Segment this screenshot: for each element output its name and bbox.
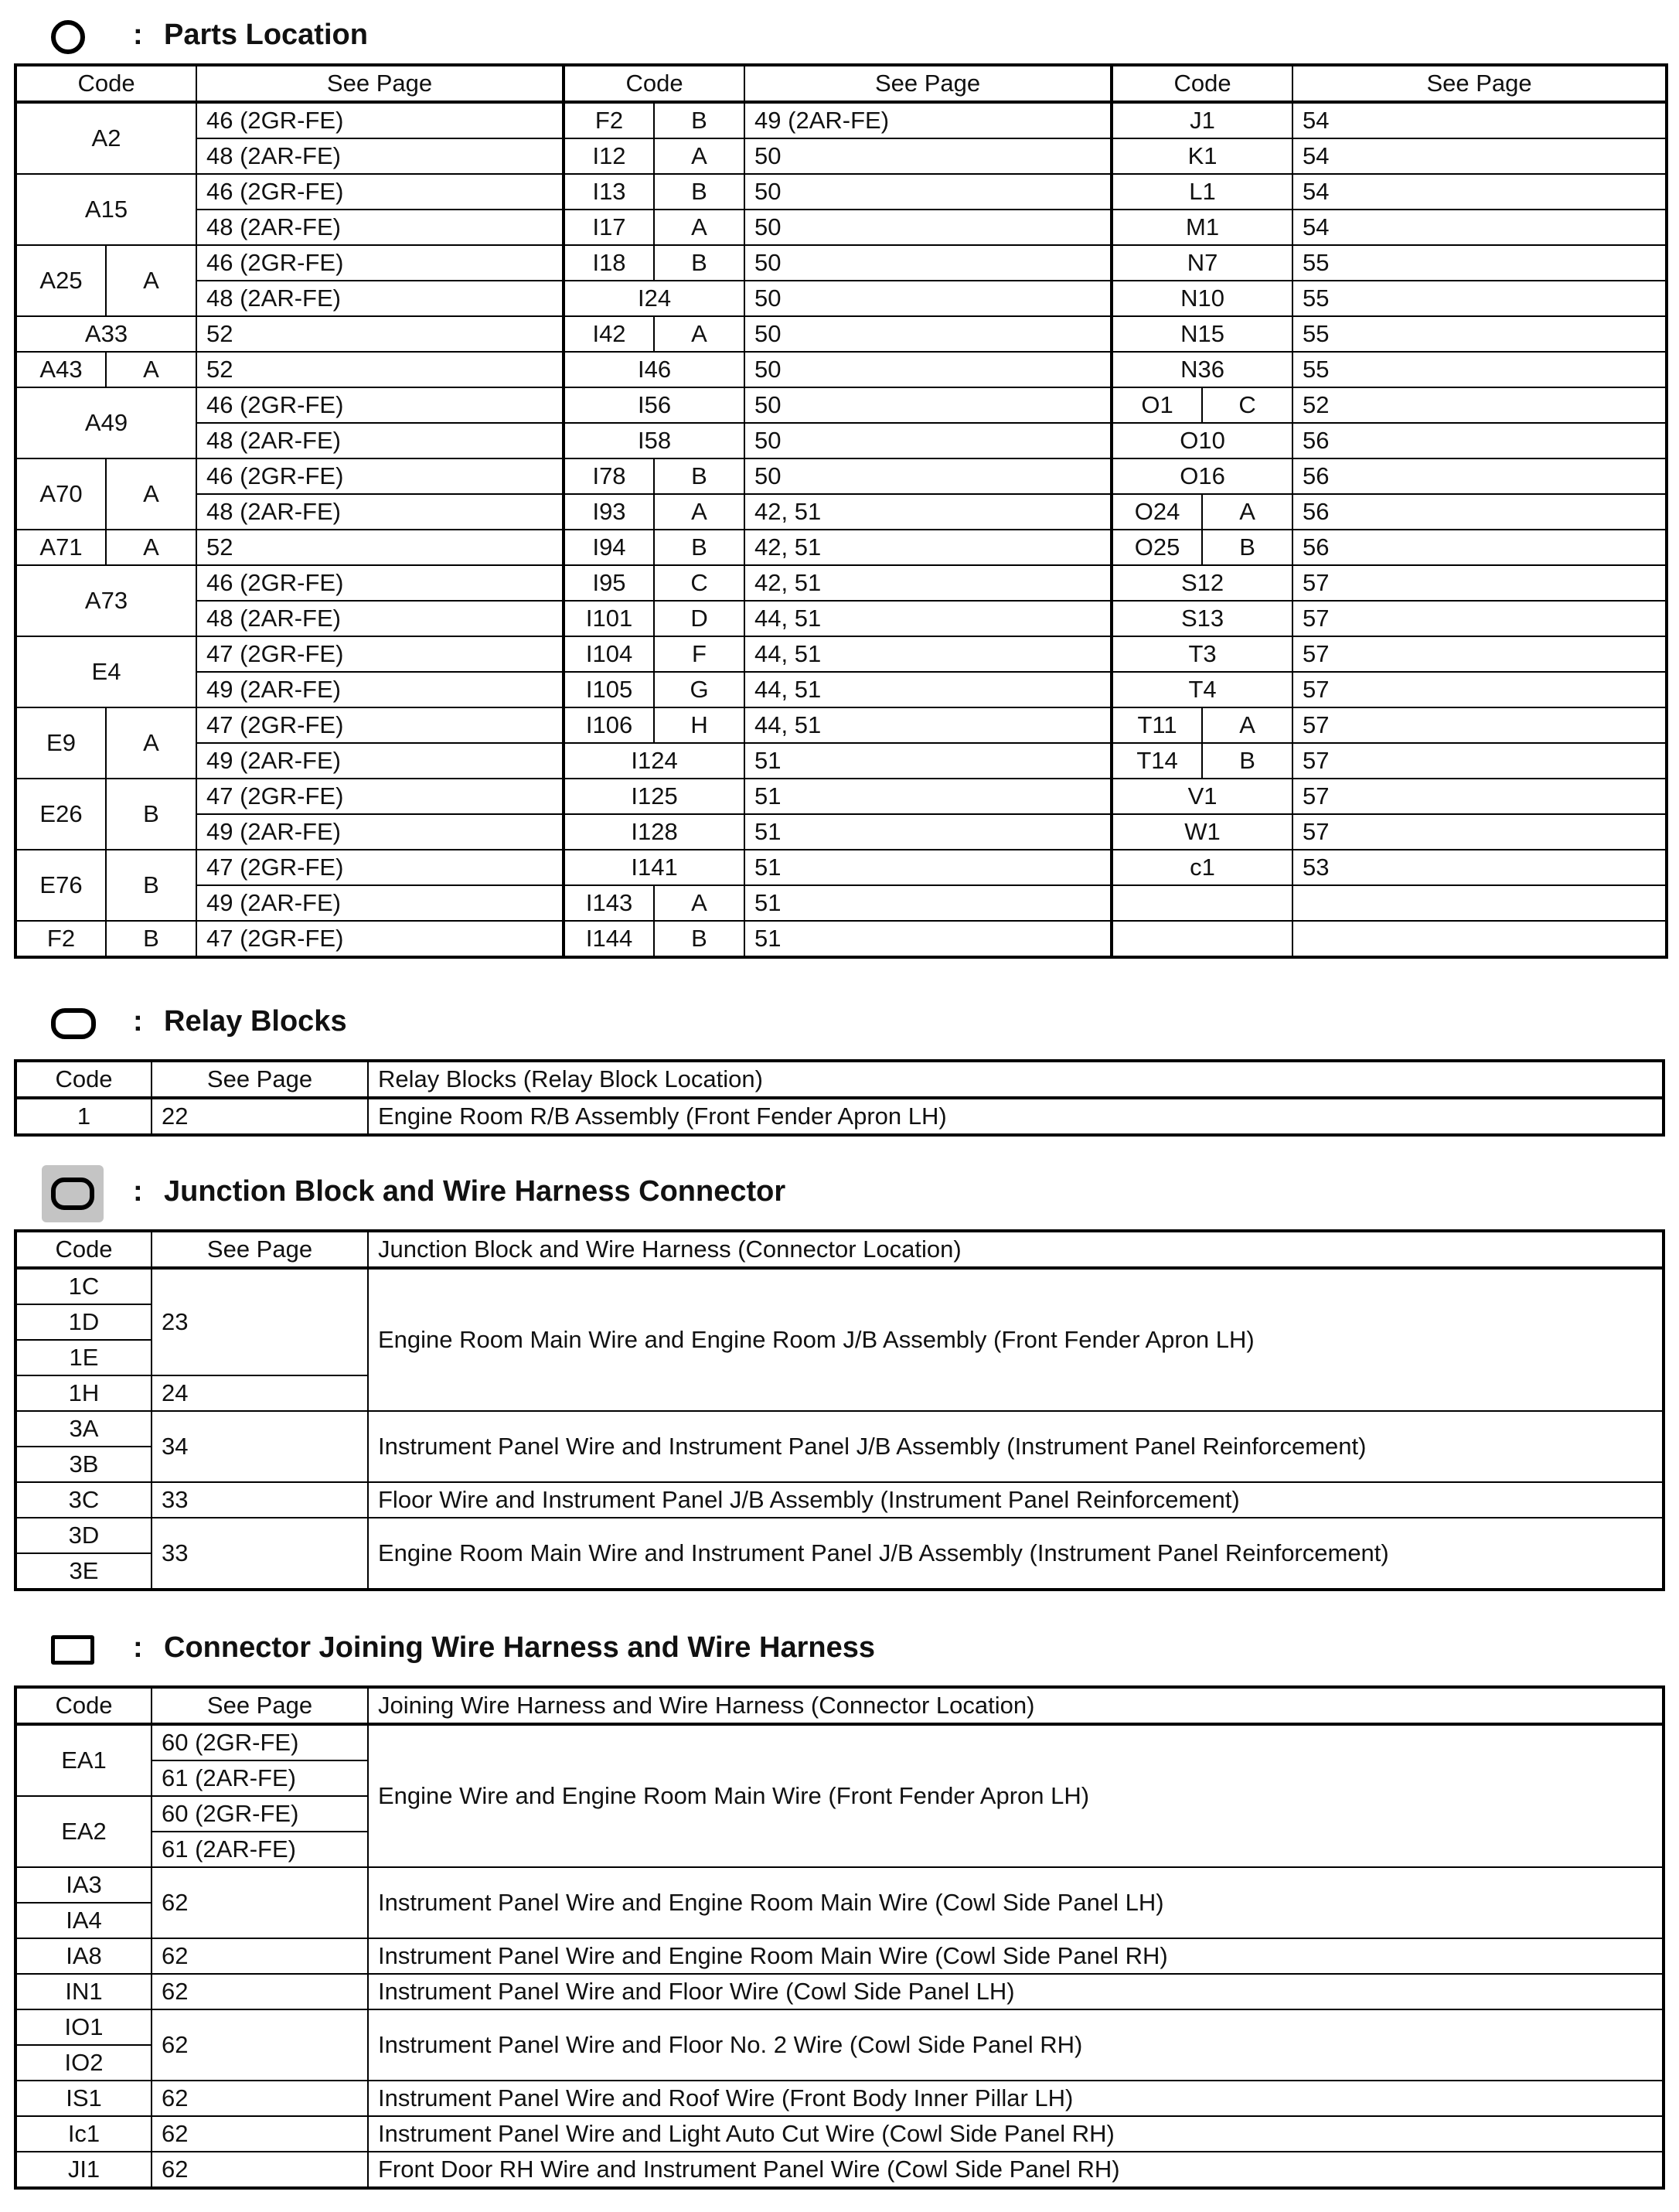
parts-table-body bbox=[15, 102, 1667, 957]
code-cell: I95 bbox=[564, 565, 654, 601]
code-cell: T4 bbox=[1112, 672, 1292, 707]
page-cell: 47 (2GR-FE) bbox=[196, 850, 564, 885]
page-cell: 46 (2GR-FE) bbox=[196, 565, 564, 601]
table-row bbox=[15, 885, 1667, 921]
page-cell: 56 bbox=[1292, 494, 1667, 530]
code-cell: I125 bbox=[564, 779, 744, 814]
page-cell: 24 bbox=[152, 1375, 368, 1411]
table-row bbox=[15, 1867, 1664, 1903]
code-cell: I42 bbox=[564, 316, 654, 352]
page-cell: 53 bbox=[1292, 850, 1667, 885]
page-cell: 51 bbox=[744, 921, 1112, 957]
code-cell: A33 bbox=[15, 316, 196, 352]
table-row bbox=[15, 423, 1667, 458]
code-cell: Ic1 bbox=[15, 2116, 152, 2152]
code-cell: IA4 bbox=[15, 1903, 152, 1938]
table-row bbox=[15, 352, 1667, 387]
code-cell: A15 bbox=[15, 174, 196, 245]
page-cell: 52 bbox=[196, 530, 564, 565]
parts-header-row bbox=[15, 65, 1667, 102]
page-cell: 47 (2GR-FE) bbox=[196, 636, 564, 672]
table-row bbox=[15, 174, 1667, 210]
code-cell: I12 bbox=[564, 138, 654, 174]
page-cell: 49 (2AR-FE) bbox=[196, 672, 564, 707]
table-row bbox=[15, 850, 1667, 885]
table-row bbox=[15, 245, 1667, 281]
table-row bbox=[15, 743, 1667, 779]
description-cell: Engine Room Main Wire and Engine Room J/B Assembly (Front Fender Apron LH) bbox=[368, 1268, 1664, 1411]
column-header: See Page bbox=[152, 1231, 368, 1268]
code-suffix-cell: C bbox=[654, 565, 744, 601]
page-cell: 51 bbox=[744, 850, 1112, 885]
code-cell: JI1 bbox=[15, 2152, 152, 2188]
code-cell: 1 bbox=[15, 1098, 152, 1135]
page-cell: 60 (2GR-FE) bbox=[152, 1724, 368, 1760]
description-cell: Instrument Panel Wire and Floor Wire (Cowl Side Panel LH) bbox=[368, 1974, 1664, 2009]
table-row bbox=[15, 921, 1667, 957]
code-cell: 3E bbox=[15, 1553, 152, 1590]
page-cell: 62 bbox=[152, 2152, 368, 2188]
description-cell: Front Door RH Wire and Instrument Panel Wire (Cowl Side Panel RH) bbox=[368, 2152, 1664, 2188]
rounded-rect-symbol-icon bbox=[51, 1008, 96, 1039]
page-cell: 55 bbox=[1292, 316, 1667, 352]
code-cell: J1 bbox=[1112, 102, 1292, 138]
code-suffix-cell: G bbox=[654, 672, 744, 707]
code-cell: K1 bbox=[1112, 138, 1292, 174]
code-suffix-cell: B bbox=[654, 458, 744, 494]
table-row bbox=[15, 1938, 1664, 1974]
column-header: Relay Blocks (Relay Block Location) bbox=[368, 1061, 1664, 1098]
page-cell: 50 bbox=[744, 387, 1112, 423]
table-row bbox=[15, 138, 1667, 174]
junction-block-table bbox=[14, 1229, 1665, 1591]
page-cell: 46 (2GR-FE) bbox=[196, 245, 564, 281]
code-suffix-cell: B bbox=[106, 779, 196, 850]
code-cell: F2 bbox=[564, 102, 654, 138]
code-suffix-cell: F bbox=[654, 636, 744, 672]
page-cell: 50 bbox=[744, 352, 1112, 387]
page-cell: 48 (2AR-FE) bbox=[196, 601, 564, 636]
page-cell: 44, 51 bbox=[744, 672, 1112, 707]
page-cell: 60 (2GR-FE) bbox=[152, 1796, 368, 1832]
page-cell: 48 (2AR-FE) bbox=[196, 281, 564, 316]
circle-symbol-icon bbox=[51, 20, 85, 54]
table-row bbox=[15, 2081, 1664, 2116]
code-suffix-cell: A bbox=[654, 210, 744, 245]
page-cell: 48 (2AR-FE) bbox=[196, 210, 564, 245]
code-suffix-cell: H bbox=[654, 707, 744, 743]
page-cell: 52 bbox=[196, 316, 564, 352]
code-cell: A70 bbox=[15, 458, 106, 530]
table-row bbox=[15, 1724, 1664, 1760]
page-cell: 54 bbox=[1292, 102, 1667, 138]
table-row bbox=[15, 636, 1667, 672]
code-cell: O16 bbox=[1112, 458, 1292, 494]
code-cell: O1 bbox=[1112, 387, 1202, 423]
column-header: Code bbox=[15, 1687, 152, 1724]
code-cell: EA1 bbox=[15, 1724, 152, 1796]
code-cell: A49 bbox=[15, 387, 196, 458]
code-cell: I56 bbox=[564, 387, 744, 423]
code-cell: 1D bbox=[15, 1304, 152, 1340]
page-cell: 46 (2GR-FE) bbox=[196, 458, 564, 494]
page-cell: 57 bbox=[1292, 779, 1667, 814]
page-cell: 50 bbox=[744, 423, 1112, 458]
code-cell: T14 bbox=[1112, 743, 1202, 779]
table-row bbox=[15, 1518, 1664, 1553]
description-cell: Floor Wire and Instrument Panel J/B Assembly (Instrument Panel Reinforcement) bbox=[368, 1482, 1664, 1518]
code-cell: I46 bbox=[564, 352, 744, 387]
code-suffix-cell: B bbox=[106, 850, 196, 921]
code-suffix-cell: A bbox=[654, 138, 744, 174]
shaded-rounded-rect-symbol-icon bbox=[51, 1178, 94, 1210]
description-cell: Engine Wire and Engine Room Main Wire (Front Fender Apron LH) bbox=[368, 1724, 1664, 1867]
page-cell: 57 bbox=[1292, 565, 1667, 601]
code-suffix-cell: A bbox=[106, 707, 196, 779]
code-cell: M1 bbox=[1112, 210, 1292, 245]
table-row bbox=[15, 1098, 1664, 1135]
page-cell: 54 bbox=[1292, 174, 1667, 210]
page-cell: 46 (2GR-FE) bbox=[196, 102, 564, 138]
page-cell: 50 bbox=[744, 245, 1112, 281]
code-cell: IA3 bbox=[15, 1867, 152, 1903]
code-cell: A71 bbox=[15, 530, 106, 565]
page-cell: 55 bbox=[1292, 352, 1667, 387]
code-cell: I17 bbox=[564, 210, 654, 245]
page-cell: 47 (2GR-FE) bbox=[196, 921, 564, 957]
page-cell: 34 bbox=[152, 1411, 368, 1482]
page-cell: 47 (2GR-FE) bbox=[196, 707, 564, 743]
description-cell: Instrument Panel Wire and Engine Room Main Wire (Cowl Side Panel RH) bbox=[368, 1938, 1664, 1974]
code-cell: S12 bbox=[1112, 565, 1292, 601]
table-row bbox=[15, 2152, 1664, 2188]
page-cell: 62 bbox=[152, 1938, 368, 1974]
code-cell: I78 bbox=[564, 458, 654, 494]
description-cell: Instrument Panel Wire and Instrument Panel J/B Assembly (Instrument Panel Reinforcement) bbox=[368, 1411, 1664, 1482]
description-cell: Engine Room Main Wire and Instrument Panel J/B Assembly (Instrument Panel Reinforcement) bbox=[368, 1518, 1664, 1590]
column-header: See Page bbox=[744, 65, 1112, 102]
code-cell: A2 bbox=[15, 102, 196, 174]
table-row bbox=[15, 281, 1667, 316]
page-cell: 62 bbox=[152, 1867, 368, 1938]
junction-block-title: : Junction Block and Wire Harness Connector bbox=[133, 1175, 786, 1208]
page-cell: 57 bbox=[1292, 814, 1667, 850]
code-cell bbox=[1112, 921, 1292, 957]
relay-blocks-title: : Relay Blocks bbox=[133, 1005, 347, 1038]
page-cell: 42, 51 bbox=[744, 530, 1112, 565]
column-header: See Page bbox=[196, 65, 564, 102]
code-cell: A73 bbox=[15, 565, 196, 636]
page-cell: 49 (2AR-FE) bbox=[744, 102, 1112, 138]
page-cell: 57 bbox=[1292, 743, 1667, 779]
code-cell: T3 bbox=[1112, 636, 1292, 672]
code-suffix-cell: B bbox=[654, 174, 744, 210]
code-suffix-cell: B bbox=[654, 102, 744, 138]
code-cell: 3D bbox=[15, 1518, 152, 1553]
page-cell: 62 bbox=[152, 2009, 368, 2081]
table-row bbox=[15, 814, 1667, 850]
code-suffix-cell: C bbox=[1202, 387, 1292, 423]
shaded-symbol-background bbox=[42, 1165, 104, 1222]
code-cell: V1 bbox=[1112, 779, 1292, 814]
parts-location-table bbox=[14, 63, 1668, 959]
code-cell: IA8 bbox=[15, 1938, 152, 1974]
page-cell: 51 bbox=[744, 743, 1112, 779]
page-cell: 62 bbox=[152, 1974, 368, 2009]
code-suffix-cell: A bbox=[1202, 494, 1292, 530]
page-cell: 48 (2AR-FE) bbox=[196, 423, 564, 458]
code-suffix-cell: A bbox=[106, 352, 196, 387]
code-cell: 3B bbox=[15, 1447, 152, 1482]
column-header: Code bbox=[15, 1231, 152, 1268]
table-row bbox=[15, 210, 1667, 245]
description-cell: Instrument Panel Wire and Floor No. 2 Wire (Cowl Side Panel RH) bbox=[368, 2009, 1664, 2081]
table-row bbox=[15, 707, 1667, 743]
table-row bbox=[15, 1974, 1664, 2009]
page-cell: 56 bbox=[1292, 423, 1667, 458]
code-cell: N7 bbox=[1112, 245, 1292, 281]
code-cell: A43 bbox=[15, 352, 106, 387]
page-cell: 49 (2AR-FE) bbox=[196, 885, 564, 921]
page-cell: 62 bbox=[152, 2116, 368, 2152]
column-header: See Page bbox=[152, 1687, 368, 1724]
code-suffix-cell: B bbox=[1202, 743, 1292, 779]
code-cell: F2 bbox=[15, 921, 106, 957]
column-header: Junction Block and Wire Harness (Connector Location) bbox=[368, 1231, 1664, 1268]
page-cell: 62 bbox=[152, 2081, 368, 2116]
code-cell: S13 bbox=[1112, 601, 1292, 636]
table-row bbox=[15, 458, 1667, 494]
code-cell: 1E bbox=[15, 1340, 152, 1375]
code-cell: E4 bbox=[15, 636, 196, 707]
code-cell: A25 bbox=[15, 245, 106, 316]
column-header: See Page bbox=[152, 1061, 368, 1098]
code-cell: I94 bbox=[564, 530, 654, 565]
page-cell: 61 (2AR-FE) bbox=[152, 1760, 368, 1796]
table-row bbox=[15, 316, 1667, 352]
code-suffix-cell: A bbox=[654, 885, 744, 921]
rectangle-symbol-icon bbox=[51, 1635, 94, 1665]
page-cell: 44, 51 bbox=[744, 636, 1112, 672]
table-row bbox=[15, 387, 1667, 423]
page-cell: 33 bbox=[152, 1482, 368, 1518]
code-cell: IO1 bbox=[15, 2009, 152, 2045]
code-cell: W1 bbox=[1112, 814, 1292, 850]
page-cell: 54 bbox=[1292, 138, 1667, 174]
code-cell: I24 bbox=[564, 281, 744, 316]
page-cell: 51 bbox=[744, 814, 1112, 850]
code-cell: I144 bbox=[564, 921, 654, 957]
code-cell: I124 bbox=[564, 743, 744, 779]
code-cell: IS1 bbox=[15, 2081, 152, 2116]
page-cell: 50 bbox=[744, 210, 1112, 245]
page-cell: 48 (2AR-FE) bbox=[196, 138, 564, 174]
code-cell: N10 bbox=[1112, 281, 1292, 316]
code-suffix-cell: B bbox=[1202, 530, 1292, 565]
page-cell: 56 bbox=[1292, 458, 1667, 494]
page-cell: 42, 51 bbox=[744, 565, 1112, 601]
description-cell: Instrument Panel Wire and Engine Room Main Wire (Cowl Side Panel LH) bbox=[368, 1867, 1664, 1938]
column-header: Code bbox=[15, 1061, 152, 1098]
page-cell: 22 bbox=[152, 1098, 368, 1135]
code-suffix-cell: B bbox=[654, 245, 744, 281]
table-row bbox=[15, 494, 1667, 530]
page-cell: 50 bbox=[744, 458, 1112, 494]
column-header: Joining Wire Harness and Wire Harness (Connector Location) bbox=[368, 1687, 1664, 1724]
code-cell: I106 bbox=[564, 707, 654, 743]
page-cell: 50 bbox=[744, 138, 1112, 174]
page-cell: 48 (2AR-FE) bbox=[196, 494, 564, 530]
code-cell: E9 bbox=[15, 707, 106, 779]
code-cell: O10 bbox=[1112, 423, 1292, 458]
page-cell: 47 (2GR-FE) bbox=[196, 779, 564, 814]
code-cell: IO2 bbox=[15, 2045, 152, 2081]
page-cell: 49 (2AR-FE) bbox=[196, 743, 564, 779]
code-cell: 1H bbox=[15, 1375, 152, 1411]
connector-joining-table bbox=[14, 1685, 1665, 2190]
code-cell: O24 bbox=[1112, 494, 1202, 530]
code-cell: 3A bbox=[15, 1411, 152, 1447]
code-cell: I93 bbox=[564, 494, 654, 530]
code-suffix-cell: A bbox=[1202, 707, 1292, 743]
page-cell: 33 bbox=[152, 1518, 368, 1590]
page-cell bbox=[1292, 885, 1667, 921]
code-cell: 1C bbox=[15, 1268, 152, 1304]
page-cell: 57 bbox=[1292, 707, 1667, 743]
code-cell: I13 bbox=[564, 174, 654, 210]
column-header: Code bbox=[15, 65, 196, 102]
code-cell: IN1 bbox=[15, 1974, 152, 2009]
page-cell: 57 bbox=[1292, 601, 1667, 636]
column-header: See Page bbox=[1292, 65, 1667, 102]
code-cell: E76 bbox=[15, 850, 106, 921]
code-cell: E26 bbox=[15, 779, 106, 850]
page-cell: 57 bbox=[1292, 636, 1667, 672]
code-cell: T11 bbox=[1112, 707, 1202, 743]
page-cell: 57 bbox=[1292, 672, 1667, 707]
column-header: Code bbox=[1112, 65, 1292, 102]
code-suffix-cell: B bbox=[654, 921, 744, 957]
page-cell: 50 bbox=[744, 316, 1112, 352]
page-cell: 51 bbox=[744, 779, 1112, 814]
table-row bbox=[15, 2116, 1664, 2152]
table-row bbox=[15, 530, 1667, 565]
page-cell: 50 bbox=[744, 281, 1112, 316]
description-cell: Engine Room R/B Assembly (Front Fender Apron LH) bbox=[368, 1098, 1664, 1135]
table-row bbox=[15, 672, 1667, 707]
code-cell: I143 bbox=[564, 885, 654, 921]
table-row bbox=[15, 1482, 1664, 1518]
relay-blocks-table bbox=[14, 1059, 1665, 1137]
page-cell: 52 bbox=[1292, 387, 1667, 423]
page-cell: 49 (2AR-FE) bbox=[196, 814, 564, 850]
table-row bbox=[15, 1411, 1664, 1447]
code-suffix-cell: A bbox=[106, 530, 196, 565]
page-cell: 42, 51 bbox=[744, 494, 1112, 530]
column-header: Code bbox=[564, 65, 744, 102]
page-cell: 46 (2GR-FE) bbox=[196, 387, 564, 423]
table-row bbox=[15, 1268, 1664, 1304]
code-suffix-cell: B bbox=[106, 921, 196, 957]
page-cell: 44, 51 bbox=[744, 707, 1112, 743]
connector-header-row bbox=[15, 1687, 1664, 1724]
page-cell: 50 bbox=[744, 174, 1112, 210]
table-row bbox=[15, 565, 1667, 601]
page-cell: 55 bbox=[1292, 281, 1667, 316]
junction-header-row bbox=[15, 1231, 1664, 1268]
code-cell: c1 bbox=[1112, 850, 1292, 885]
code-suffix-cell: A bbox=[106, 245, 196, 316]
page-cell: 61 (2AR-FE) bbox=[152, 1832, 368, 1867]
table-row bbox=[15, 601, 1667, 636]
code-suffix-cell: B bbox=[654, 530, 744, 565]
page-cell: 44, 51 bbox=[744, 601, 1112, 636]
parts-location-title: : Parts Location bbox=[133, 19, 368, 51]
page-cell: 46 (2GR-FE) bbox=[196, 174, 564, 210]
description-cell: Instrument Panel Wire and Light Auto Cut Wire (Cowl Side Panel RH) bbox=[368, 2116, 1664, 2152]
code-cell: I104 bbox=[564, 636, 654, 672]
code-suffix-cell: A bbox=[106, 458, 196, 530]
code-suffix-cell: A bbox=[654, 316, 744, 352]
code-cell: N36 bbox=[1112, 352, 1292, 387]
page-cell: 23 bbox=[152, 1268, 368, 1375]
code-cell: I18 bbox=[564, 245, 654, 281]
code-cell: L1 bbox=[1112, 174, 1292, 210]
page-cell: 56 bbox=[1292, 530, 1667, 565]
code-cell: I58 bbox=[564, 423, 744, 458]
code-suffix-cell: A bbox=[654, 494, 744, 530]
table-row bbox=[15, 102, 1667, 138]
page-cell: 51 bbox=[744, 885, 1112, 921]
code-cell: EA2 bbox=[15, 1796, 152, 1867]
code-cell: N15 bbox=[1112, 316, 1292, 352]
page-cell bbox=[1292, 921, 1667, 957]
connector-joining-title: : Connector Joining Wire Harness and Wire Harness bbox=[133, 1631, 875, 1664]
description-cell: Instrument Panel Wire and Roof Wire (Front Body Inner Pillar LH) bbox=[368, 2081, 1664, 2116]
table-row bbox=[15, 779, 1667, 814]
relay-header-row bbox=[15, 1061, 1664, 1098]
page-cell: 55 bbox=[1292, 245, 1667, 281]
code-cell: I141 bbox=[564, 850, 744, 885]
page-cell: 52 bbox=[196, 352, 564, 387]
code-cell: I105 bbox=[564, 672, 654, 707]
page-cell: 54 bbox=[1292, 210, 1667, 245]
code-suffix-cell: D bbox=[654, 601, 744, 636]
code-cell: I128 bbox=[564, 814, 744, 850]
code-cell: 3C bbox=[15, 1482, 152, 1518]
table-row bbox=[15, 2009, 1664, 2045]
code-cell bbox=[1112, 885, 1292, 921]
code-cell: I101 bbox=[564, 601, 654, 636]
code-cell: O25 bbox=[1112, 530, 1202, 565]
